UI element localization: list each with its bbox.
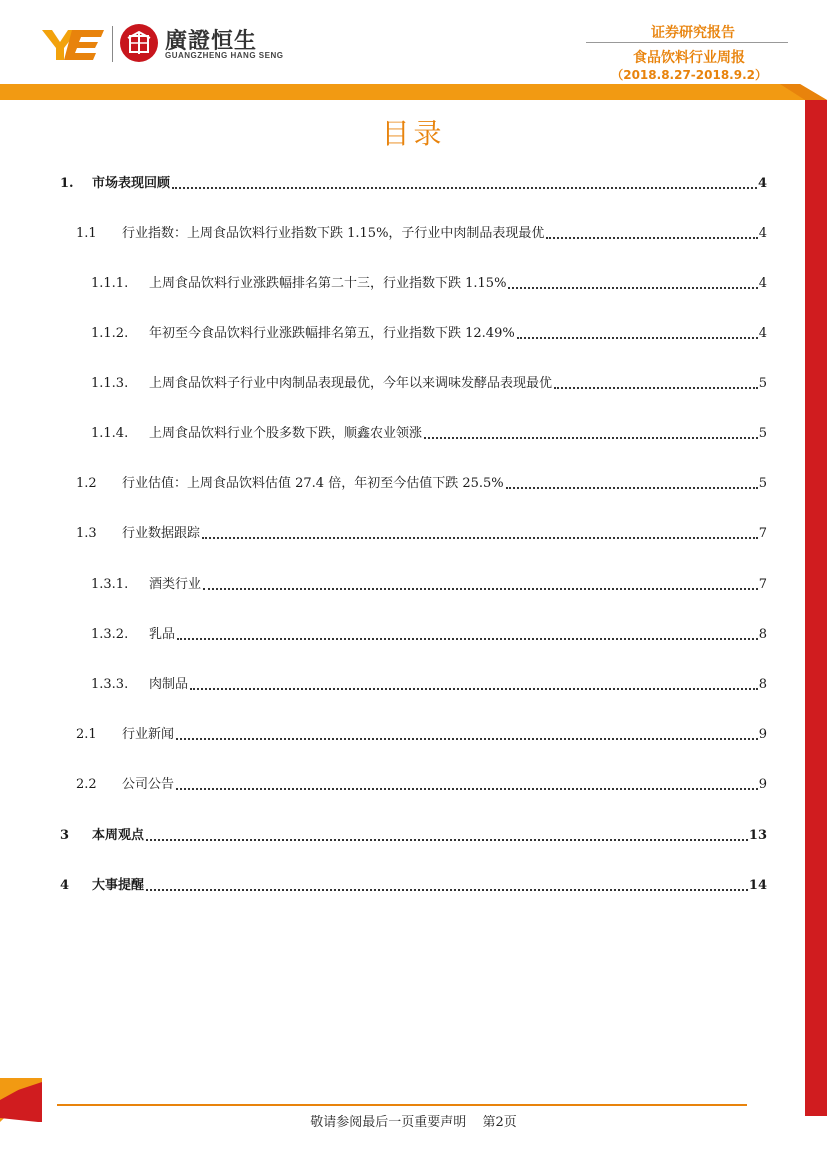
toc-entry-page: 4: [758, 276, 767, 291]
header-band: [0, 84, 827, 100]
footer-rule: [57, 1104, 747, 1106]
gzhs-seal-icon: [120, 24, 158, 62]
toc-entry-1-1-1[interactable]: [60, 274, 767, 294]
toc-entry-number: 2.1: [76, 727, 97, 742]
brand-name-en: GUANGZHENG HANG SENG: [165, 51, 284, 60]
toc-leader-dots: [506, 487, 758, 489]
toc-entry-1-1-4[interactable]: [60, 424, 767, 444]
toc-entry-1-1-2[interactable]: [60, 324, 767, 344]
toc-entry-number: 1.1: [76, 226, 97, 241]
toc-leader-dots: [190, 688, 758, 690]
toc-entry-page: 5: [758, 426, 767, 441]
toc-entry-page: 5: [758, 376, 767, 391]
toc-entry-1-1[interactable]: [60, 224, 767, 244]
toc-title: 目录: [381, 117, 446, 150]
footer-disclaimer: 敬请参阅最后一页重要声明: [310, 1115, 467, 1130]
toc-leader-dots: [517, 337, 758, 339]
report-title: 食品饮料行业周报: [633, 50, 745, 66]
toc-entry-text: 行业数据跟踪: [122, 526, 201, 541]
toc-leader-dots: [508, 287, 757, 289]
toc-entry-text: 行业指数：上周食品饮料行业指数下跌 1.15%，子行业中肉制品表现最优: [122, 226, 545, 241]
toc-entry-text: 市场表现回顾: [92, 176, 171, 191]
toc-entry-number: 1.2: [76, 476, 97, 491]
toc-entry-text: 乳品: [149, 627, 176, 642]
toc-entry-3[interactable]: [60, 826, 767, 846]
toc-leader-dots: [546, 237, 757, 239]
toc-entry-page: 5: [758, 476, 767, 491]
toc-entry-page: 14: [748, 878, 767, 893]
toc-leader-dots: [172, 187, 757, 189]
toc-entry-number: 4: [60, 878, 70, 893]
toc-entry-2-1[interactable]: [60, 725, 767, 745]
toc-leader-dots: [146, 839, 748, 841]
toc-leader-dots: [424, 437, 758, 439]
toc-entry-number: 1.1.3.: [91, 376, 129, 391]
toc-entry-number: 1.: [60, 176, 74, 191]
logo-divider: [112, 26, 113, 62]
toc-entry-number: 1.1.4.: [91, 426, 129, 441]
toc-entry-text: 年初至今食品饮料行业涨跌幅排名第五，行业指数下跌 12.49%: [149, 326, 515, 341]
toc-entry-1[interactable]: [60, 174, 767, 194]
ye-logo-icon: [42, 26, 104, 62]
brand-name-cn: 廣證恒生: [165, 29, 258, 54]
toc-entry-1-2[interactable]: [60, 474, 767, 494]
toc-entry-page: 9: [758, 777, 767, 792]
toc-entry-number: 1.1.2.: [91, 326, 129, 341]
toc-entry-page: 4: [758, 226, 767, 241]
toc-entry-page: 8: [758, 677, 767, 692]
toc-entry-text: 上周食品饮料子行业中肉制品表现最优，今年以来调味发酵品表现最优: [149, 376, 553, 391]
toc-entry-4[interactable]: [60, 876, 767, 896]
toc-entry-text: 大事提醒: [92, 878, 145, 893]
right-side-bar: [805, 100, 827, 1116]
toc-entry-text: 肉制品: [149, 677, 189, 692]
toc-leader-dots: [176, 738, 758, 740]
toc-entry-text: 行业新闻: [122, 727, 175, 742]
toc-leader-dots: [146, 889, 748, 891]
toc-entry-1-3-3[interactable]: [60, 675, 767, 695]
toc-leader-dots: [177, 638, 758, 640]
report-period: （2018.8.27-2018.9.2）: [611, 68, 767, 82]
toc-entry-page: 7: [758, 526, 767, 541]
toc-leader-dots: [176, 788, 758, 790]
header-rule: [586, 42, 788, 43]
toc-entry-number: 1.3.1.: [91, 577, 129, 592]
toc-entry-number: 1.3.2.: [91, 627, 129, 642]
toc-entry-1-1-3[interactable]: [60, 374, 767, 394]
toc-entry-1-3-2[interactable]: [60, 625, 767, 645]
toc-entry-text: 本周观点: [92, 828, 145, 843]
toc-entry-number: 1.3.3.: [91, 677, 129, 692]
toc-leader-dots: [203, 588, 758, 590]
toc-entry-number: 1.3: [76, 526, 97, 541]
toc-leader-dots: [202, 537, 758, 539]
toc-entry-number: 3: [60, 828, 70, 843]
toc-entry-1-3-1[interactable]: [60, 575, 767, 595]
toc-entry-text: 公司公告: [122, 777, 175, 792]
page-footer: [0, 1111, 827, 1130]
report-type: 证券研究报告: [651, 25, 735, 41]
toc-entry-page: 4: [758, 326, 767, 341]
toc-entry-1-3[interactable]: [60, 524, 767, 544]
toc-entry-page: 7: [758, 577, 767, 592]
toc-entry-page: 9: [758, 727, 767, 742]
toc-entry-page: 4: [757, 176, 767, 191]
toc-entry-text: 上周食品饮料行业涨跌幅排名第二十三，行业指数下跌 1.15%: [149, 276, 507, 291]
toc-entry-text: 行业估值：上周食品饮料估值 27.4 倍，年初至今估值下跌 25.5%: [122, 476, 504, 491]
toc-entry-number: 2.2: [76, 777, 97, 792]
toc-entry-page: 8: [758, 627, 767, 642]
toc-entry-text: 上周食品饮料行业个股多数下跌，顺鑫农业领涨: [149, 426, 423, 441]
toc-entry-2-2[interactable]: [60, 775, 767, 795]
toc-entry-text: 酒类行业: [149, 577, 202, 592]
toc-entry-page: 13: [748, 828, 767, 843]
footer-page-number: 第2页: [482, 1115, 517, 1130]
toc-leader-dots: [554, 387, 758, 389]
toc-entry-number: 1.1.1.: [91, 276, 129, 291]
